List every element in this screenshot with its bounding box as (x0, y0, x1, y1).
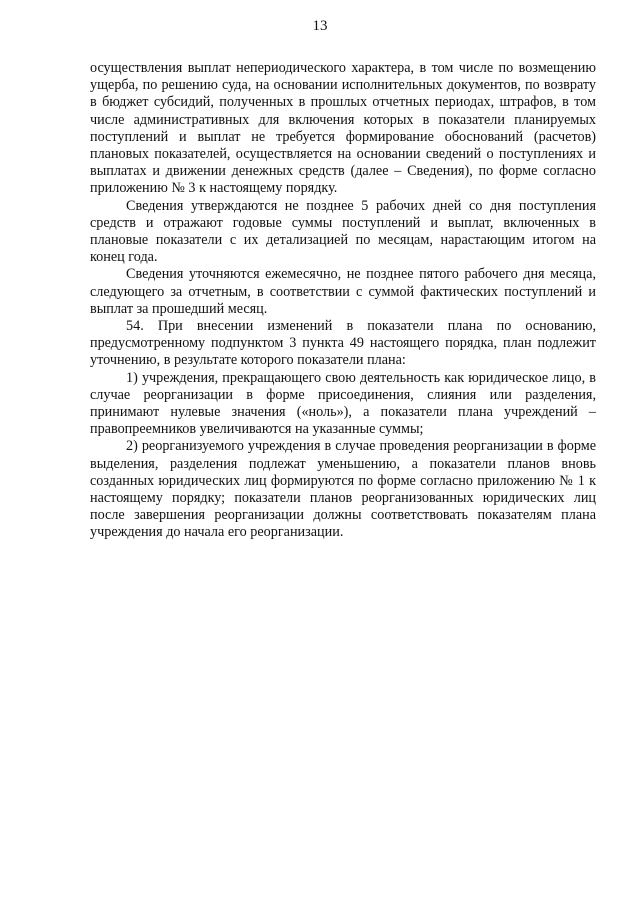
paragraph-subitem-1: 1) учреждения, прекращающего свою деятельность как юридическое лицо, в случае реорганизации в форме присоединения, слияния или разделения, принимают нулевые значения («ноль»), а показатели плана учреждений – правопреемников увеличиваются на указанные суммы; (90, 369, 596, 438)
document-body (90, 60, 596, 542)
paragraph-monthly-update: Сведения уточняются ежемесячно, не позднее пятого рабочего дня месяца, следующего за отчетным, в соответствии с суммой фактических поступлений и выплат за прошедший месяц. (90, 266, 596, 317)
paragraph-approval-deadline: Сведения утверждаются не позднее 5 рабочих дней со дня поступления средств и отражают годовые суммы поступлений и выплат, включенных в плановые показатели с их детализацией по месяцам, нарастающим итогом на конец года. (90, 197, 596, 266)
page-number: 13 (312, 18, 328, 34)
paragraph-subitem-2: 2) реорганизуемого учреждения в случае проведения реорганизации в форме выделения, разделения подлежат уменьшению, а показатели планов вновь созданных юридических лиц формируются по форме согласно приложению № 1 к настоящему порядку; показатели планов реорганизованных юридических лиц после завершения реорганизации должны соответствовать показателям плана учреждения до начала его реорганизации. (90, 438, 596, 541)
paragraph-continuation: осуществления выплат непериодического характера, в том числе по возмещению ущерба, по решению суда, на основании исполнительных документов, по возврату в бюджет субсидий, полученных в прошлых отчетных периодах, штрафов, в том числе административных для включения которых в показатели планируемых поступлений и выплат не требуется формирование обоснований (расчетов) плановых показателей, осуществляется на основании сведений о поступлениях и выплатах и движении денежных средств (далее – Сведения), по форме согласно приложению № 3 к настоящему порядку. (90, 60, 596, 197)
paragraph-item-54: 54. При внесении изменений в показатели плана по основанию, предусмотренному подпунктом 3 пункта 49 настоящего порядка, план подлежит уточнению, в результате которого показатели плана: (90, 318, 596, 369)
